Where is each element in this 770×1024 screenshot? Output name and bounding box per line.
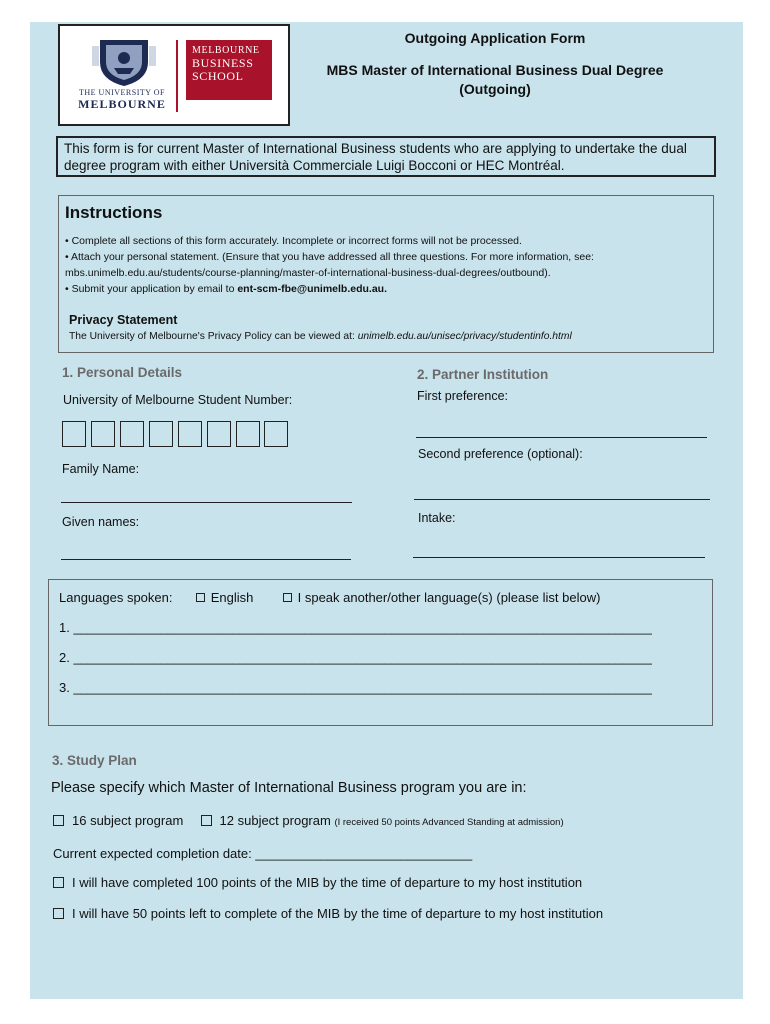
50-points-left-checkbox[interactable] — [53, 908, 64, 919]
study-plan-question: Please specify which Master of International Business program you are in: — [51, 780, 527, 796]
50-points-left-label: I will have 50 points left to complete of the MIB by the time of departure to my host institution — [72, 906, 604, 921]
languages-label: Languages spoken: — [59, 590, 173, 605]
second-preference-field[interactable] — [414, 499, 710, 500]
student-number-label: University of Melbourne Student Number: — [63, 393, 293, 407]
instruction-item: • Attach your personal statement. (Ensure that you have addressed all three questions. For more information, see: mbs.unimelb.edu.au/students/course-planning/master-of-international-business-dual-degrees/outbound). — [65, 251, 594, 279]
family-name-label: Family Name: — [62, 462, 140, 476]
intake-label: Intake: — [418, 511, 456, 525]
student-number-digit[interactable] — [178, 421, 202, 447]
uom-wordmark — [72, 88, 172, 112]
mbs-line1: MELBOURNE — [192, 45, 260, 56]
mbs-line3: SCHOOL — [192, 69, 244, 83]
privacy-text: The University of Melbourne's Privacy Policy can be viewed at: unimelb.edu.au/unisec/privacy/studentinfo.html — [69, 331, 572, 342]
uom-line1: THE UNIVERSITY OF — [79, 88, 165, 97]
partner-institution-heading: 2. Partner Institution — [417, 367, 549, 382]
language-line-1[interactable]: 1. ________________________________________________________________________________ — [59, 620, 652, 635]
page-title: Outgoing Application Form — [404, 30, 586, 46]
given-names-field[interactable] — [61, 559, 351, 560]
intro-statement: This form is for current Master of International Business students who are applying to undertake the dual degree program with either Università Commerciale Luigi Bocconi or HEC Montréal. — [56, 136, 716, 177]
16-subject-checkbox[interactable] — [53, 815, 64, 826]
12-subject-label: 12 subject program — [219, 813, 331, 828]
program-options-row — [53, 813, 564, 828]
family-name-field[interactable] — [61, 502, 352, 503]
other-language-checkbox[interactable] — [283, 593, 292, 602]
page-subtitle: MBS Master of International Business Dual Degree (Outgoing) — [326, 62, 664, 97]
student-number-digit[interactable] — [149, 421, 173, 447]
english-option-label: English — [210, 590, 254, 605]
instructions-heading: Instructions — [65, 203, 163, 222]
submission-email[interactable]: ent-scm-fbe@unimelb.edu.au. — [237, 283, 388, 295]
language-line-3[interactable]: 3. ________________________________________________________________________________ — [59, 680, 652, 695]
logo-divider — [176, 40, 178, 112]
uom-line2: MELBOURNE — [78, 97, 166, 111]
instruction-item: • Submit your application by email to ent-scm-fbe@unimelb.edu.au. — [65, 283, 388, 295]
privacy-heading: Privacy Statement — [69, 313, 178, 327]
student-number-digit[interactable] — [264, 421, 288, 447]
first-preference-field[interactable] — [416, 437, 707, 438]
student-number-digit[interactable] — [236, 421, 260, 447]
intake-field[interactable] — [413, 557, 705, 558]
instructions-list — [65, 233, 705, 297]
student-number-field[interactable] — [62, 421, 288, 447]
other-language-option-label: I speak another/other language(s) (please list below) — [297, 590, 601, 605]
completion-date-field[interactable]: Current expected completion date: ______________________________ — [53, 846, 473, 861]
english-checkbox[interactable] — [196, 593, 205, 602]
50-points-left-row — [53, 906, 603, 921]
12-subject-note: (I received 50 points Advanced Standing at admission) — [334, 817, 564, 828]
12-subject-checkbox[interactable] — [201, 815, 212, 826]
study-plan-heading: 3. Study Plan — [52, 753, 137, 768]
completed-100-points-row — [53, 875, 582, 890]
languages-row — [59, 590, 600, 605]
first-preference-label: First preference: — [417, 389, 509, 403]
completed-100-points-checkbox[interactable] — [53, 877, 64, 888]
student-number-digit[interactable] — [207, 421, 231, 447]
student-number-digit[interactable] — [120, 421, 144, 447]
mbs-logo — [186, 40, 272, 100]
language-line-2[interactable]: 2. ________________________________________________________________________________ — [59, 650, 652, 665]
instruction-item: • Complete all sections of this form accurately. Incomplete or incorrect forms will not be processed. — [65, 235, 522, 247]
crest-icon — [92, 36, 156, 88]
16-subject-label: 16 subject program — [72, 813, 184, 828]
mbs-line2: BUSINESS — [192, 56, 254, 70]
personal-details-heading: 1. Personal Details — [62, 365, 183, 380]
privacy-link[interactable]: unimelb.edu.au/unisec/privacy/studentinfo.html — [357, 331, 572, 342]
student-number-digit[interactable] — [62, 421, 86, 447]
second-preference-label: Second preference (optional): — [418, 447, 583, 461]
university-logo — [58, 24, 290, 126]
languages-box — [48, 579, 713, 726]
given-names-label: Given names: — [62, 515, 140, 529]
completed-100-points-label: I will have completed 100 points of the MIB by the time of departure to my host institution — [72, 875, 583, 890]
student-number-digit[interactable] — [91, 421, 115, 447]
instructions-box — [58, 195, 714, 353]
